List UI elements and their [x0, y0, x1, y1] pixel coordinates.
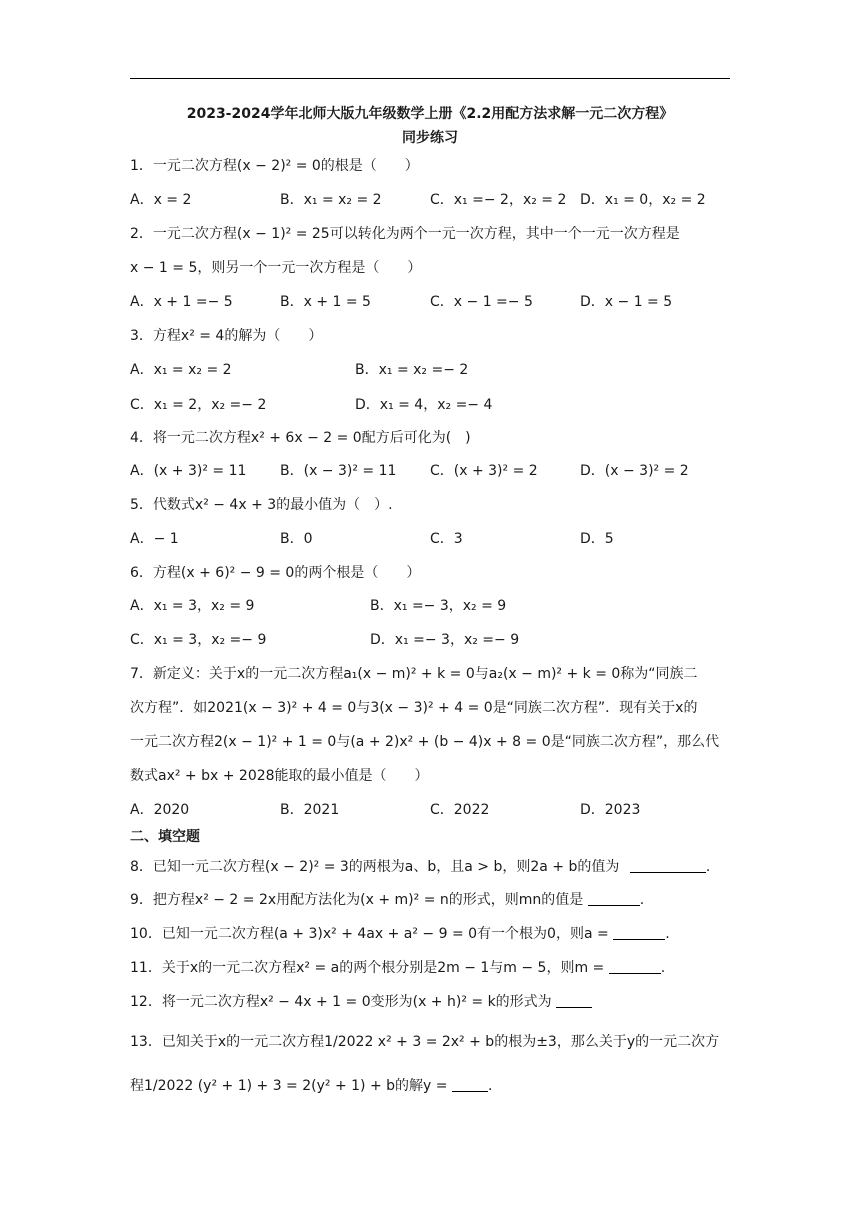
- question-1: 1．一元二次方程(x − 2)² = 0的根是（ ）: [130, 158, 419, 174]
- section-heading-fill-in: 二、填空题: [130, 829, 200, 845]
- question-3: 3．方程x² = 4的解为（ ）: [130, 328, 323, 344]
- question-7-line-1: 7．新定义：关于x的一元二次方程a₁(x − m)² + k = 0与a₂(x − m)² + k = 0称为“同族二: [130, 666, 698, 682]
- header-rule: [130, 78, 730, 79]
- question-2: 2．一元二次方程(x − 1)² = 25可以转化为两个一元一次方程，其中一个一元一次方程是: [130, 226, 680, 242]
- worksheet-subtitle: 同步练习: [402, 130, 458, 146]
- question-13-line-2: 程1/2022 (y² + 1) + 3 = 2(y² + 1) + b的解y = .: [130, 1078, 493, 1094]
- q2-option-a: A．x + 1 =− 5: [130, 294, 233, 310]
- q4-option-c: C．(x + 3)² = 2: [430, 463, 538, 479]
- question-8: 8．已知一元二次方程(x − 2)² = 3的两根为a、b，且a > b，则2a + b的值为 .: [130, 859, 711, 875]
- q7-option-d: D．2023: [580, 802, 641, 818]
- q6-option-c: C．x₁ = 3，x₂ =− 9: [130, 632, 267, 648]
- question-2-cont: x − 1 = 5，则另一个一元一次方程是（ ）: [130, 260, 422, 276]
- question-9-text: 9．把方程x² − 2 = 2x用配方法化为(x + m)² = n的形式，则mn的值是: [130, 892, 584, 908]
- q1-option-d: D．x₁ = 0，x₂ = 2: [580, 192, 706, 208]
- worksheet-title: 2023-2024学年北师大版九年级数学上册《2.2用配方法求解一元二次方程》: [186, 106, 674, 122]
- question-11: 11．关于x的一元二次方程x² = a的两个根分别是2m − 1与m − 5，则m = .: [130, 960, 666, 976]
- q6-option-d: D．x₁ =− 3，x₂ =− 9: [370, 632, 520, 648]
- q4-option-d: D．(x − 3)² = 2: [580, 463, 689, 479]
- q7-option-b: B．2021: [280, 802, 340, 818]
- question-5: 5．代数式x² − 4x + 3的最小值为（ ）.: [130, 497, 393, 513]
- question-13-line-2-text: 程1/2022 (y² + 1) + 3 = 2(y² + 1) + b的解y =: [130, 1078, 448, 1094]
- question-11-text: 11．关于x的一元二次方程x² = a的两个根分别是2m − 1与m − 5，则m =: [130, 960, 605, 976]
- q3-option-c: C．x₁ = 2，x₂ =− 2: [130, 397, 267, 413]
- q5-option-d: D．5: [580, 531, 614, 547]
- q5-option-a: A．− 1: [130, 531, 179, 547]
- q3-option-a: A．x₁ = x₂ = 2: [130, 362, 232, 378]
- answer-blank-11[interactable]: [609, 959, 661, 974]
- answer-blank-13[interactable]: [452, 1077, 488, 1092]
- question-7-line-4: 数式ax² + bx + 2028能取的最小值是（ ）: [130, 768, 429, 784]
- question-12-text: 12．将一元二次方程x² − 4x + 1 = 0变形为(x + h)² = k的形式为: [130, 994, 552, 1010]
- question-10: 10．已知一元二次方程(a + 3)x² + 4ax + a² − 9 = 0有一个根为0，则a = .: [130, 926, 670, 942]
- q2-option-b: B．x + 1 = 5: [280, 294, 371, 310]
- q4-option-a: A．(x + 3)² = 11: [130, 463, 247, 479]
- question-10-text: 10．已知一元二次方程(a + 3)x² + 4ax + a² − 9 = 0有一个根为0，则a =: [130, 926, 609, 942]
- q5-option-b: B．0: [280, 531, 313, 547]
- question-8-text: 8．已知一元二次方程(x − 2)² = 3的两根为a、b，且a > b，则2a + b的值为: [130, 859, 620, 875]
- q5-option-c: C．3: [430, 531, 463, 547]
- question-13-line-1: 13．已知关于x的一元二次方程1/2022 x² + 3 = 2x² + b的根为±3，那么关于y的一元二次方: [130, 1034, 720, 1050]
- q7-option-a: A．2020: [130, 802, 190, 818]
- question-7-line-2: 次方程”．如2021(x − 3)² + 4 = 0与3(x − 3)² + 4 = 0是“同族二次方程”．现有关于x的: [130, 700, 698, 716]
- q2-option-c: C．x − 1 =− 5: [430, 294, 533, 310]
- question-6: 6．方程(x + 6)² − 9 = 0的两个根是（ ）: [130, 565, 421, 581]
- question-9: 9．把方程x² − 2 = 2x用配方法化为(x + m)² = n的形式，则mn的值是 .: [130, 892, 645, 908]
- answer-blank-10[interactable]: [613, 925, 665, 940]
- q6-option-b: B．x₁ =− 3，x₂ = 9: [370, 598, 507, 614]
- q1-option-c: C．x₁ =− 2，x₂ = 2: [430, 192, 567, 208]
- answer-blank-12[interactable]: [556, 993, 592, 1008]
- q2-option-d: D．x − 1 = 5: [580, 294, 673, 310]
- q4-option-b: B．(x − 3)² = 11: [280, 463, 397, 479]
- answer-blank-9[interactable]: [588, 891, 640, 906]
- q6-option-a: A．x₁ = 3，x₂ = 9: [130, 598, 255, 614]
- q3-option-b: B．x₁ = x₂ =− 2: [355, 362, 469, 378]
- q1-option-a: A．x = 2: [130, 192, 192, 208]
- q7-option-c: C．2022: [430, 802, 490, 818]
- q1-option-b: B．x₁ = x₂ = 2: [280, 192, 382, 208]
- question-4: 4．将一元二次方程x² + 6x − 2 = 0配方后可化为( ): [130, 430, 471, 446]
- q3-option-d: D．x₁ = 4，x₂ =− 4: [355, 397, 493, 413]
- question-12: [130, 992, 740, 1012]
- answer-blank-8[interactable]: [630, 858, 706, 873]
- question-7-line-3: 一元二次方程2(x − 1)² + 1 = 0与(a + 2)x² + (b − 4)x + 8 = 0是“同族二次方程”，那么代: [130, 734, 720, 750]
